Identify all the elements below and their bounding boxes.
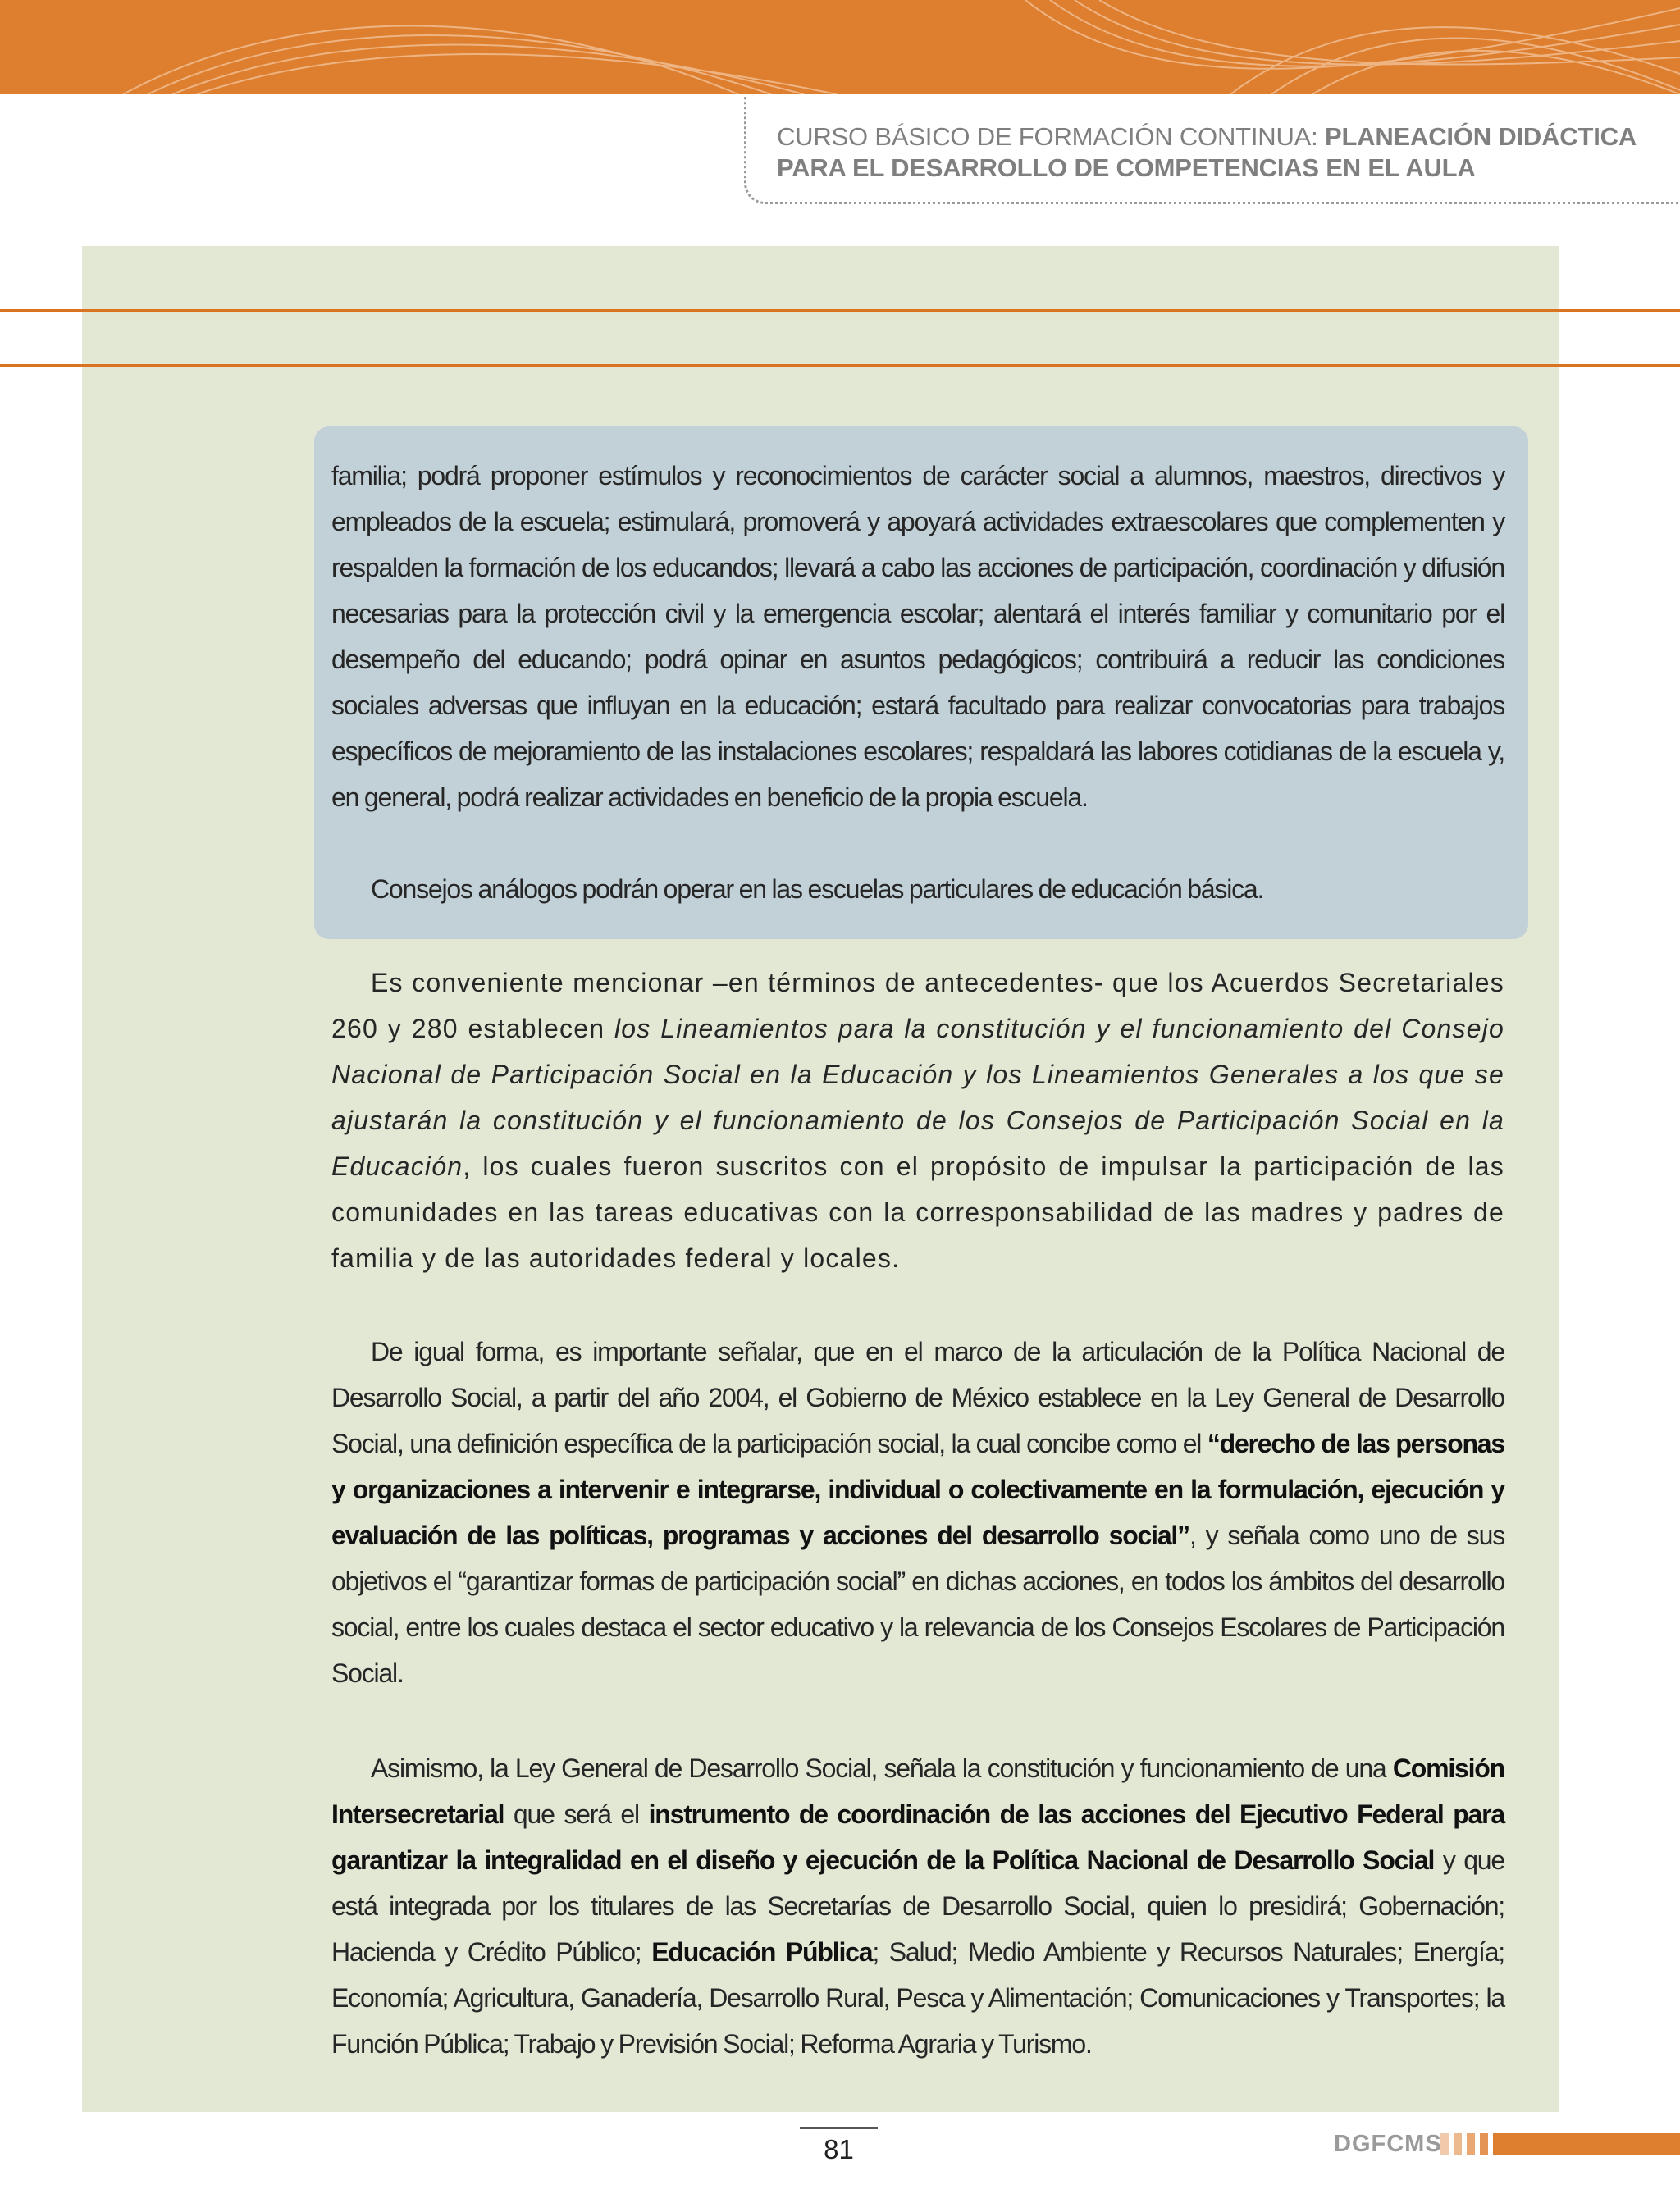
footer-orange-bar [1493, 2133, 1680, 2155]
course-prefix: CURSO BÁSICO DE FORMACIÓN CONTINUA: [777, 122, 1325, 151]
p3-end: ; Salud; Medio Ambiente y Recursos Naturales; Energía; Economía; Agricultura, Ganadería, Desarrollo Rural, Pesca y Alimentación; Comunicaciones y Transportes; la Función Pública; Trabajo y Previsión Social; Reforma Agraria y Turismo. [331, 1937, 1504, 2059]
body-paragraph-2 [331, 1329, 1504, 1696]
p3-mid-2: y que está integrada por los titulares de las Secretarías de Desarrollo Social, quien lo presidirá; Gobernación; Hacienda y Crédito Público; [331, 1845, 1504, 1967]
page-number: 81 [800, 2127, 878, 2170]
course-title-line1: PLANEACIÓN DIDÁCTICA [1324, 122, 1637, 151]
quote-paragraph-1: familia; podrá proponer estímulos y reconocimientos de carácter social a alumnos, maestros, directivos y empleados de la escuela; estimulará, promoverá y apoyará actividades extraescolares que complementen y respalden la formación de los educandos; llevará a cabo las acciones de participación, coordinación y difusión necesarias para la protección civil y la emergencia escolar; alentará el interés familiar y comunitario por el desempeño del educando; podrá opinar en asuntos pedagógicos; contribuirá a reducir las condiciones sociales adversas que influyan en la educación; estará facultado para realizar convocatorias para trabajos específicos de mejoramiento de las instalaciones escolares; respaldará las labores cotidianas de la escuela y, en general, podrá realizar actividades en beneficio de la propia escuela. [331, 461, 1504, 812]
p3-start: Asimismo, la Ley General de Desarrollo Social, señala la constitución y funcionamiento de una [371, 1754, 1393, 1783]
orange-rule-bottom [0, 364, 1680, 367]
p3-bold-1: Comisión Intersecretarial [331, 1754, 1504, 1829]
p1-italic: los Lineamientos para la constitución y el funcionamiento del Consejo Nacional de Participación Social en la Educación y los Lineamientos Generales a los que se ajustarán la constitución y el funcionamiento de los Consejos de Participación Social en la Educación [331, 1014, 1504, 1181]
p1-start: Es conveniente mencionar –en términos de antecedentes- que los Acuerdos Secretariales 260 y 280 establecen [331, 968, 1504, 1043]
p2-start: De igual forma, es importante señalar, que en el marco de la articulación de la Política Nacional de Desarrollo Social, a partir del año 2004, el Gobierno de México establece en la Ley General de Desarrollo Social, una definición específica de la participación social, la cual concibe como el [331, 1337, 1504, 1458]
course-title-line2: PARA EL DESARROLLO DE COMPETENCIAS EN EL AULA [777, 153, 1476, 182]
body-paragraph-3 [331, 1745, 1504, 2067]
orange-rule-top [0, 309, 1680, 312]
p2-bold: “derecho de las personas y organizaciones a intervenir e integrarse, individual o colectivamente en la formulación, ejecución y evaluación de las políticas, programas y acciones del desarrollo social” [331, 1429, 1504, 1550]
p3-mid-1: que será el [504, 1799, 649, 1829]
quote-paragraph-2: Consejos análogos podrán operar en las escuelas particulares de educación básica. [371, 874, 1264, 904]
wave-pattern [0, 0, 1680, 94]
course-header [777, 121, 1663, 184]
quote-text [331, 453, 1504, 912]
p1-end: , los cuales fueron suscritos con el propósito de impulsar la participación de las comunidades en las tareas educativas con la corresponsabilidad de las madres y padres de familia y de las autoridades federal y locales. [331, 1152, 1504, 1273]
p3-bold-2: instrumento de coordinación de las acciones del Ejecutivo Federal para garantizar la integralidad en el diseño y ejecución de la Política Nacional de Desarrollo Social [331, 1799, 1504, 1875]
p3-bold-3: Educación Pública [651, 1937, 873, 1967]
body-paragraph-1 [331, 960, 1504, 1281]
top-decorative-band [0, 0, 1680, 94]
footer-brand: DGFCMS [1334, 2131, 1442, 2157]
p2-end: , y señala como uno de sus objetivos el “garantizar formas de participación social” en dichas acciones, en todos los ámbitos del desarrollo social, entre los cuales destaca el sector educativo y la relevancia de los Consejos Escolares de Participación Social. [331, 1521, 1504, 1688]
